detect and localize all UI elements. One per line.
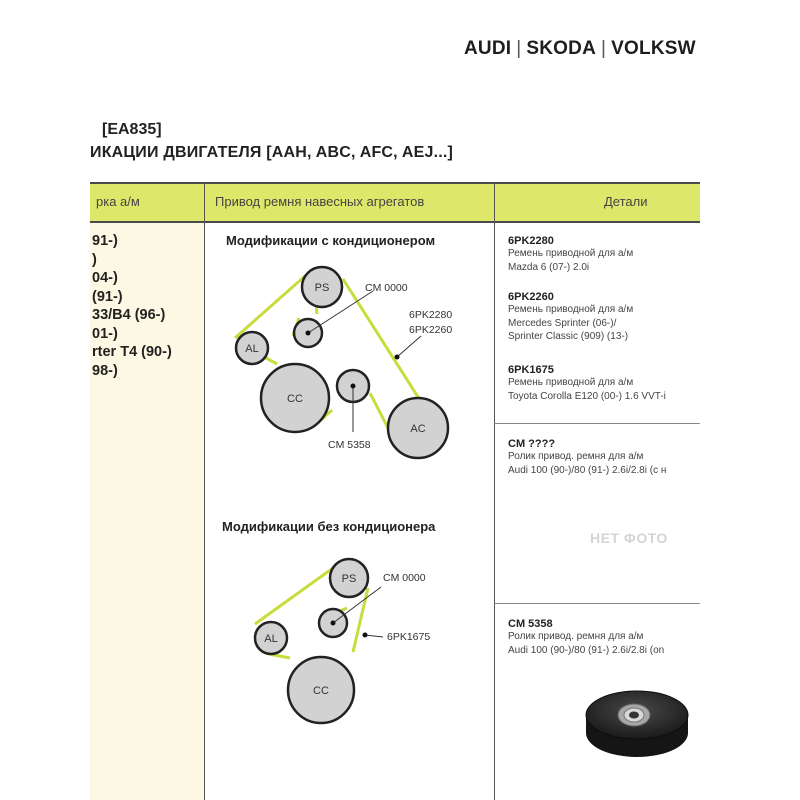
row-divider — [494, 423, 700, 424]
row-divider — [494, 603, 700, 604]
label-al: AL — [245, 343, 259, 355]
brand-list — [464, 38, 696, 60]
model-item: (91-) — [92, 288, 123, 305]
annot-belt1: 6PK2280 — [409, 309, 453, 321]
detail-code: 6PK2280 — [508, 235, 554, 247]
model-item: 33/B4 (96-) — [92, 307, 166, 323]
detail-belt-1 — [508, 235, 700, 274]
detail-code: 6PK1675 — [508, 364, 554, 376]
header-details: Детали — [604, 194, 648, 209]
label-ac: AC — [410, 423, 426, 435]
leader-dot — [306, 331, 311, 336]
leader-dot — [395, 355, 400, 360]
detail-belt-3 — [508, 364, 700, 403]
brand-separator: | — [601, 38, 607, 59]
annot-cm5358: CM 5358 — [328, 439, 371, 451]
brand-volkswagen: VOLKSW — [611, 38, 696, 59]
leader-line — [365, 635, 383, 637]
detail-code: CM ???? — [508, 438, 556, 450]
detail-desc: Ремень приводной для а/м — [508, 304, 634, 315]
no-photo-label: НЕТ ФОТО — [590, 530, 668, 546]
annot-belt2: 6PK2260 — [409, 324, 453, 336]
model-item: 01-) — [92, 325, 118, 342]
model-item: rter T4 (90-) — [92, 344, 172, 360]
header-model: рка а/м — [96, 194, 140, 209]
detail-belt-2 — [508, 291, 700, 344]
leader-line — [397, 336, 421, 357]
header-drive: Привод ремня навесных агрегатов — [215, 194, 425, 209]
detail-desc: Sprinter Classic (909) (13-) — [508, 331, 629, 342]
model-item: 04-) — [92, 270, 118, 286]
engine-modifications: ИКАЦИИ ДВИГАТЕЛЯ [AAH, ABC, AFC, AEJ...] — [90, 144, 454, 161]
engine-code: [EA835] — [102, 121, 162, 138]
detail-desc: Ролик привод. ремня для а/м — [508, 631, 644, 642]
label-ps: PS — [314, 282, 330, 294]
belt-diagram-noac — [205, 550, 495, 725]
brand-separator: | — [516, 38, 522, 59]
brand-skoda: SKODA — [526, 38, 597, 59]
brand-header — [0, 36, 700, 66]
detail-desc: Audi 100 (90-)/80 (91-) 2.6i/2.8i (с н — [508, 464, 667, 476]
detail-desc: Ролик привод. ремня для а/м — [508, 451, 644, 462]
label-cc: CC — [287, 393, 303, 405]
belt-diagram-ac — [205, 250, 495, 475]
diagram-ac-title: Модификации с кондиционером — [226, 233, 436, 248]
detail-roller-unknown — [508, 438, 700, 477]
table-header — [90, 182, 700, 223]
leader-dot — [351, 384, 356, 389]
annot-belt: 6PK1675 — [387, 631, 431, 643]
model-list — [92, 232, 172, 380]
detail-desc: Ремень приводной для а/м — [508, 377, 634, 388]
model-item: 91-) — [92, 233, 118, 249]
brand-audi: AUDI — [464, 38, 512, 59]
detail-code: CM 5358 — [508, 618, 553, 630]
detail-desc: Ремень приводной для а/м — [508, 248, 634, 259]
detail-desc: Audi 100 (90-)/80 (91-) 2.6i/2.8i (on — [508, 644, 665, 656]
detail-code: 6PK2260 — [508, 291, 554, 303]
label-al: AL — [264, 633, 278, 645]
leader-dot — [331, 621, 336, 626]
detail-desc: Toyota Corolla E120 (00-) 1.6 VVT-i — [508, 390, 666, 402]
label-cc: CC — [313, 685, 329, 697]
label-ps: PS — [341, 573, 357, 585]
model-item: ) — [92, 251, 97, 268]
roller-bore — [629, 712, 639, 719]
detail-roller-5358 — [508, 618, 700, 657]
diagram-noac-title: Модификации без кондиционера — [222, 519, 436, 534]
model-item: 98-) — [92, 362, 118, 379]
roller-photo — [582, 685, 692, 760]
annot-cm0000: CM 0000 — [365, 282, 408, 294]
detail-desc: Mercedes Sprinter (06-)/ — [508, 317, 617, 329]
detail-desc: Mazda 6 (07-) 2.0i — [508, 261, 590, 273]
annot-cm0000: CM 0000 — [383, 572, 426, 584]
leader-dot — [363, 633, 368, 638]
